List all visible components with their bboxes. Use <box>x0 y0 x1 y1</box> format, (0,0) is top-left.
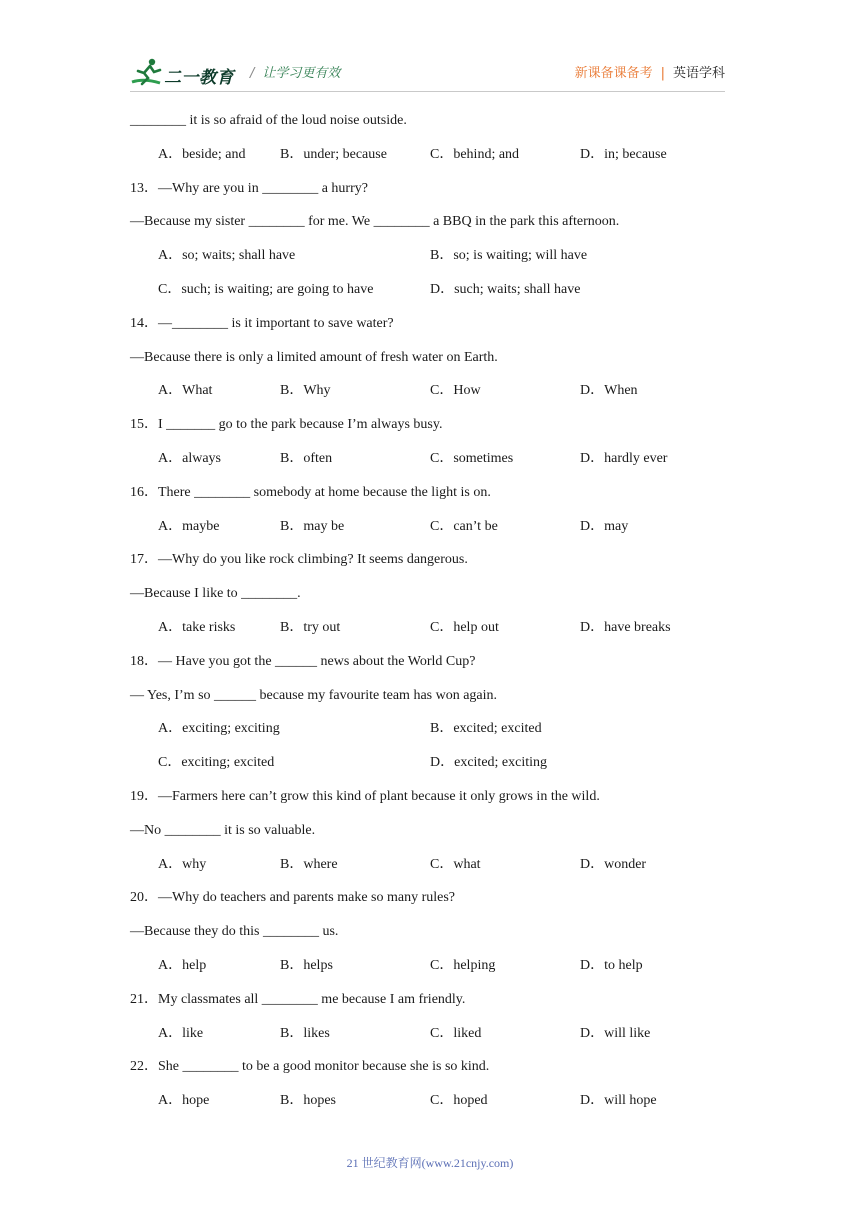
question-stem: 20．—Why do teachers and parents make so many rules? <box>130 890 456 906</box>
option-row <box>130 618 730 652</box>
option-b: B．likes <box>280 1025 330 1041</box>
option-b: B．helps <box>280 957 333 973</box>
option-row <box>130 145 730 179</box>
option-c: C．helping <box>430 957 496 973</box>
question-stem: 15．I _______ go to the park because I’m always busy. <box>130 417 443 433</box>
option-row <box>130 855 730 889</box>
question-stem: 13．—Why are you in ________ a hurry? <box>130 180 368 196</box>
question-stem: —Because I like to ________. <box>130 586 301 602</box>
option-row <box>130 956 730 990</box>
option-c: C．behind; and <box>430 146 520 162</box>
question-stem: —No ________ it is so valuable. <box>130 822 316 838</box>
slogan-text: 让学习更有效 <box>262 66 341 81</box>
option-d: D．will like <box>580 1025 651 1041</box>
option-c: C．hoped <box>430 1093 488 1109</box>
question-stem: 14．—________ is it important to save water? <box>130 315 394 331</box>
option-a: A．What <box>158 383 213 399</box>
option-c: C．such; is waiting; are going to have <box>158 281 374 297</box>
option-b: B．often <box>280 450 333 466</box>
subject-left: 新课备课备考 <box>574 66 653 81</box>
question-stem: —Because they do this ________ us. <box>130 924 339 940</box>
option-c: C．what <box>430 856 481 872</box>
option-a: A．take risks <box>158 619 236 635</box>
question-stem: 18．— Have you got the ______ news about the World Cup? <box>130 653 476 669</box>
question-stem: —Because there is only a limited amount of fresh water on Earth. <box>130 349 498 365</box>
logo-text: 二一教育 <box>164 68 234 87</box>
option-d: D．to help <box>580 957 643 973</box>
question-stem: 22．She ________ to be a good monitor because she is so kind. <box>130 1059 490 1075</box>
option-d: D．may <box>580 518 629 534</box>
option-b: B．try out <box>280 619 341 635</box>
question-stem: ________ it is so afraid of the loud noise outside. <box>130 113 407 128</box>
page-header <box>130 56 725 90</box>
option-b: B．excited; excited <box>430 721 542 737</box>
question-stem: 17．—Why do you like rock climbing? It seems dangerous. <box>130 552 468 568</box>
option-a: A．why <box>158 856 207 872</box>
option-row <box>130 1091 730 1125</box>
question-list <box>130 111 730 1125</box>
option-d: D．have breaks <box>580 619 671 635</box>
subject-separator: | <box>660 66 665 81</box>
option-c: C．can’t be <box>430 518 498 534</box>
question-stem: — Yes, I’m so ______ because my favourite team has won again. <box>130 687 498 703</box>
option-a: A．hope <box>158 1093 210 1109</box>
option-c: C．How <box>430 383 481 399</box>
option-a: A．so; waits; shall have <box>158 248 296 264</box>
option-a: A．maybe <box>158 518 220 534</box>
question-stem: —Because my sister ________ for me. We ________ a BBQ in the park this afternoon. <box>130 214 620 230</box>
option-a: A．help <box>158 957 207 973</box>
option-b: B．so; is waiting; will have <box>430 248 588 264</box>
logo <box>130 56 240 90</box>
option-row <box>130 517 730 551</box>
subject-right: 英语学科 <box>672 66 725 81</box>
option-c: C．sometimes <box>430 450 514 466</box>
question-stem: 16．There ________ somebody at home because the light is on. <box>130 484 491 500</box>
option-d: D．such; waits; shall have <box>430 281 581 297</box>
question-stem: 19．—Farmers here can’t grow this kind of plant because it only grows in the wild. <box>130 788 600 804</box>
option-row <box>130 246 730 280</box>
option-d: D．in; because <box>580 146 667 162</box>
option-d: D．wonder <box>580 856 647 872</box>
option-row <box>130 381 730 415</box>
option-a: A．beside; and <box>158 146 246 162</box>
option-row <box>130 280 730 314</box>
option-d: D．When <box>580 383 638 399</box>
header-divider <box>130 91 725 92</box>
option-d: D．will hope <box>580 1093 657 1109</box>
option-d: D．hardly ever <box>580 450 668 466</box>
option-row <box>130 449 730 483</box>
option-c: C．help out <box>430 619 499 635</box>
option-row <box>130 1024 730 1058</box>
option-b: B．may be <box>280 518 345 534</box>
question-stem: 21．My classmates all ________ me because I am friendly. <box>130 991 466 1007</box>
option-c: C．exciting; excited <box>158 755 275 771</box>
slogan: / 让学习更有效 <box>250 66 341 81</box>
option-b: B．where <box>280 856 338 872</box>
option-a: A．like <box>158 1025 204 1041</box>
option-row <box>130 753 730 787</box>
option-row <box>130 719 730 753</box>
runner-logo-icon <box>130 56 166 90</box>
page-footer: 21 世纪教育网(www.21cnjy.com) <box>346 1156 514 1170</box>
option-c: C．liked <box>430 1025 482 1041</box>
option-b: B．hopes <box>280 1093 336 1109</box>
option-d: D．excited; exciting <box>430 755 548 771</box>
option-b: B．under; because <box>280 146 387 162</box>
option-b: B．Why <box>280 383 331 399</box>
option-a: A．always <box>158 450 221 466</box>
option-a: A．exciting; exciting <box>158 721 280 737</box>
subject-label <box>575 62 725 81</box>
